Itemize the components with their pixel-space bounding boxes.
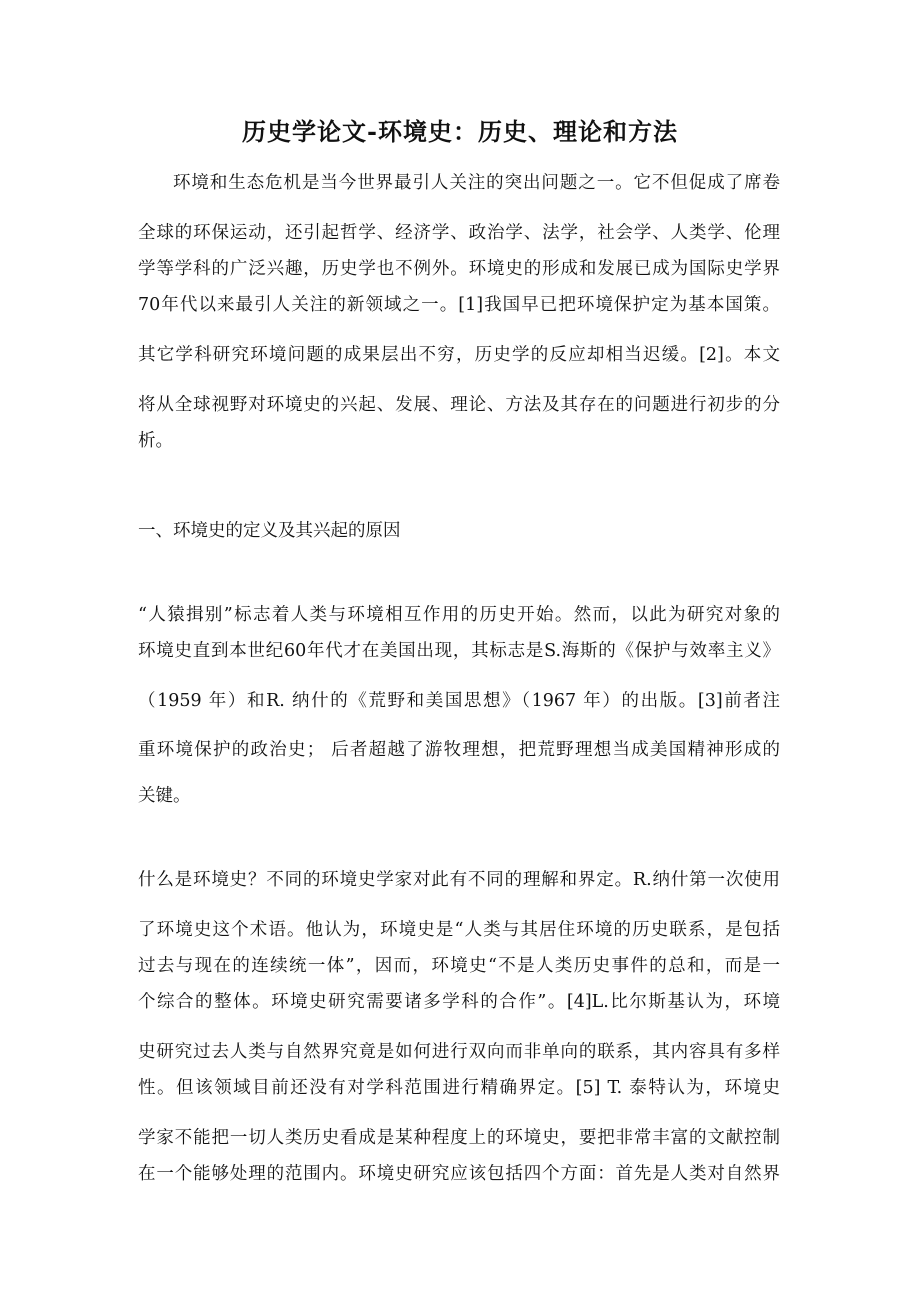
text-line: 在一个能够处理的范围内。环境史研究应该包括四个方面：首先是人类对自然界: [138, 1164, 780, 1184]
text-line: 环境和生态危机是当今世界最引人关注的突出问题之一。它不但促成了席卷: [173, 173, 780, 193]
text-line: 关键。: [138, 786, 191, 806]
text-line: 个综合的整体。环境史研究需要诸多学科的合作”。[4]L.比尔斯基认为，环境: [138, 992, 780, 1012]
text-line: 性。但该领域目前还没有对学科范围进行精确界定。[5] T. 泰特认为，环境史: [138, 1078, 780, 1098]
text-line: 什么是环境史？不同的环境史学家对此有不同的理解和界定。R.纳什第一次使用: [138, 870, 780, 890]
section-heading: 一、环境史的定义及其兴起的原因: [138, 521, 401, 541]
text-line: 过去与现在的连续统一体”，因而，环境史“不是人类历史事件的总和，而是一: [138, 956, 780, 976]
text-line: 70年代以来最引人关注的新领域之一。[1]我国早已把环境保护定为基本国策。: [138, 295, 780, 315]
text-line: 其它学科研究环境问题的成果层出不穷，历史学的反应却相当迟缓。[2]。本文: [138, 345, 780, 365]
text-line: 了环境史这个术语。他认为，环境史是“人类与其居住环境的历史联系，是包括: [138, 920, 780, 940]
document-title: 历史学论文-环境史：历史、理论和方法: [242, 117, 678, 146]
text-line: 环境史直到本世纪60年代才在美国出现，其标志是S.海斯的《保护与效率主义》: [138, 641, 780, 661]
text-line: 学家不能把一切人类历史看成是某种程度上的环境史，要把非常丰富的文献控制: [138, 1128, 780, 1148]
text-line: （1959 年）和R. 纳什的《荒野和美国思想》（1967 年）的出版。[3]前者注: [138, 691, 780, 711]
text-line: 重环境保护的政治史； 后者超越了游牧理想，把荒野理想当成美国精神形成的: [138, 740, 780, 760]
text-line: 将从全球视野对环境史的兴起、发展、理论、方法及其存在的问题进行初步的分: [138, 395, 780, 415]
text-line: 学等学科的广泛兴趣，历史学也不例外。环境史的形成和发展已成为国际史学界: [138, 259, 780, 279]
text-line: 全球的环保运动，还引起哲学、经济学、政治学、法学，社会学、人类学、伦理: [138, 223, 780, 243]
text-line: 析。: [138, 431, 173, 451]
text-line: “人猿揖别”标志着人类与环境相互作用的历史开始。然而，以此为研究对象的: [138, 605, 780, 625]
text-line: 史研究过去人类与自然界究竟是如何进行双向而非单向的联系，其内容具有多样: [138, 1042, 780, 1062]
